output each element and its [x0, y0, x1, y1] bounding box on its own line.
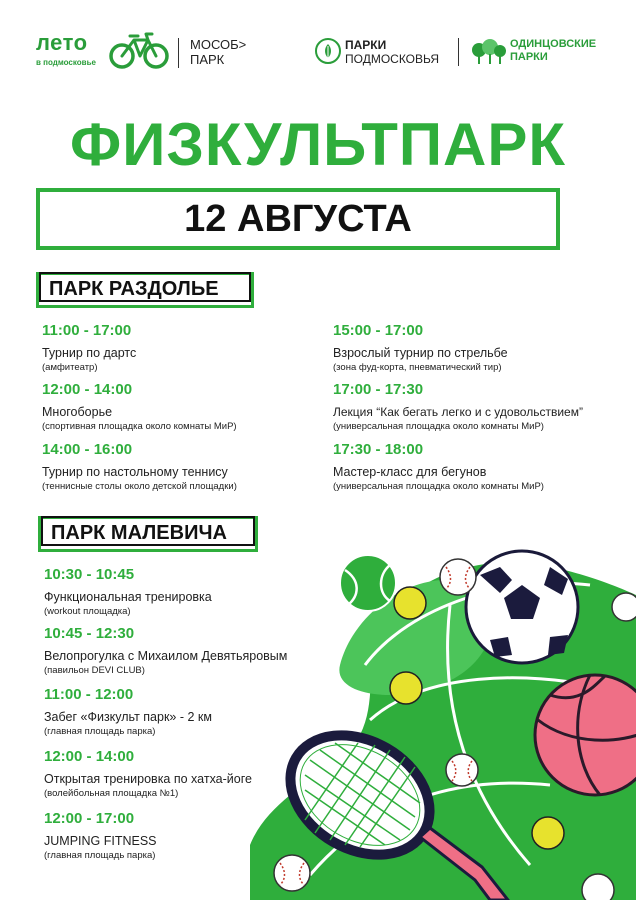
section-label-razdolie-text: ПАРК РАЗДОЛЬЕ [39, 272, 251, 302]
event-time: 17:00 - 17:30 [333, 381, 424, 398]
baseball-icon [582, 874, 614, 900]
event-item [44, 686, 344, 738]
event-time: 12:00 - 14:00 [42, 381, 133, 398]
event-time: 12:00 - 14:00 [44, 748, 135, 765]
event-date: 12 АВГУСТА [36, 188, 560, 250]
event-item [333, 441, 633, 493]
event-title: Многоборье [42, 405, 113, 419]
event-time: 15:00 - 17:00 [333, 322, 424, 339]
event-place: (главная площадь парка) [44, 726, 156, 737]
event-place: (workout площадка) [44, 606, 131, 617]
event-title: Мастер-класс для бегунов [333, 465, 487, 479]
event-item [42, 441, 312, 493]
event-place: (главная площадь парка) [44, 850, 156, 861]
event-title: Велопрогулка с Михаилом Девятьяровым [44, 649, 288, 663]
section-label-razdolie [36, 272, 254, 308]
section-label-malevich [38, 516, 258, 552]
odin-line1: ОДИНЦОВСКИЕ [510, 38, 597, 50]
event-time: 10:30 - 10:45 [44, 566, 135, 583]
event-title: Функциональная тренировка [44, 590, 212, 604]
baseball-icon [446, 754, 478, 786]
baseball-icon [612, 593, 636, 621]
bicycle-icon [108, 30, 170, 70]
event-title: Турнир по дартс [42, 346, 137, 360]
event-item [333, 322, 633, 374]
event-title: Открытая тренировка по хатха-йоге [44, 772, 252, 786]
event-place: (теннисные столы около детской площадки) [42, 481, 237, 492]
event-place: (зона фуд-корта, пневматический тир) [333, 362, 502, 373]
event-item [44, 748, 344, 800]
event-place: (волейбольная площадка №1) [44, 788, 179, 799]
parki-podmoskovya-logo [315, 36, 455, 68]
trees-icon [470, 38, 508, 66]
leto-logo [36, 30, 176, 74]
event-time: 12:00 - 17:00 [44, 810, 135, 827]
baseball-icon [440, 559, 476, 595]
leto-logo-word: лето [36, 30, 88, 55]
event-place: (амфитеатр) [42, 362, 98, 373]
divider [178, 38, 179, 68]
tennis-ball-icon [394, 587, 426, 619]
mosoblpark-line1: МОСОБ> [190, 37, 247, 52]
event-time: 11:00 - 17:00 [42, 322, 132, 339]
soccer-ball-icon [466, 551, 578, 663]
divider [458, 38, 459, 66]
parki-line1: ПАРКИ [345, 38, 387, 52]
page-title: ФИЗКУЛЬТПАРК [70, 111, 566, 178]
tennis-ball-icon [340, 555, 396, 611]
mosoblpark-logo [190, 37, 246, 67]
tennis-ball-icon [390, 672, 422, 704]
section-label-malevich-text: ПАРК МАЛЕВИЧА [41, 516, 255, 546]
event-place: (универсальная площадка около комнаты МиР) [333, 421, 544, 432]
odin-line2: ПАРКИ [510, 51, 548, 63]
header [0, 0, 636, 95]
tennis-ball-icon [532, 817, 564, 849]
leto-logo-subtitle: в подмосковье [36, 58, 96, 67]
event-item [333, 381, 633, 433]
event-item [44, 625, 344, 677]
event-item [44, 810, 344, 862]
parki-line2: ПОДМОСКОВЬЯ [345, 52, 440, 66]
event-place: (спортивная площадка около комнаты МиР) [42, 421, 237, 432]
event-title: Взрослый турнир по стрельбе [333, 346, 508, 360]
event-time: 17:30 - 18:00 [333, 441, 424, 458]
event-title: Забег «Физкульт парк» - 2 км [44, 710, 212, 724]
event-item [42, 381, 312, 433]
event-place: (павильон DEVI CLUB) [44, 665, 145, 676]
event-title: Лекция “Как бегать легко и с удовольствием” [333, 405, 583, 419]
leaf-icon [315, 38, 341, 64]
event-item [42, 322, 312, 374]
event-title: JUMPING FITNESS [44, 834, 157, 848]
event-time: 11:00 - 12:00 [44, 686, 134, 703]
mosoblpark-line2: ПАРК [190, 52, 225, 67]
basketball-icon [535, 675, 636, 795]
event-place: (универсальная площадка около комнаты МиР) [333, 481, 544, 492]
event-time: 10:45 - 12:30 [44, 625, 135, 642]
event-title: Турнир по настольному теннису [42, 465, 228, 479]
event-time: 14:00 - 16:00 [42, 441, 133, 458]
event-item [44, 566, 344, 618]
odintsovskie-parki-logo [470, 38, 620, 68]
